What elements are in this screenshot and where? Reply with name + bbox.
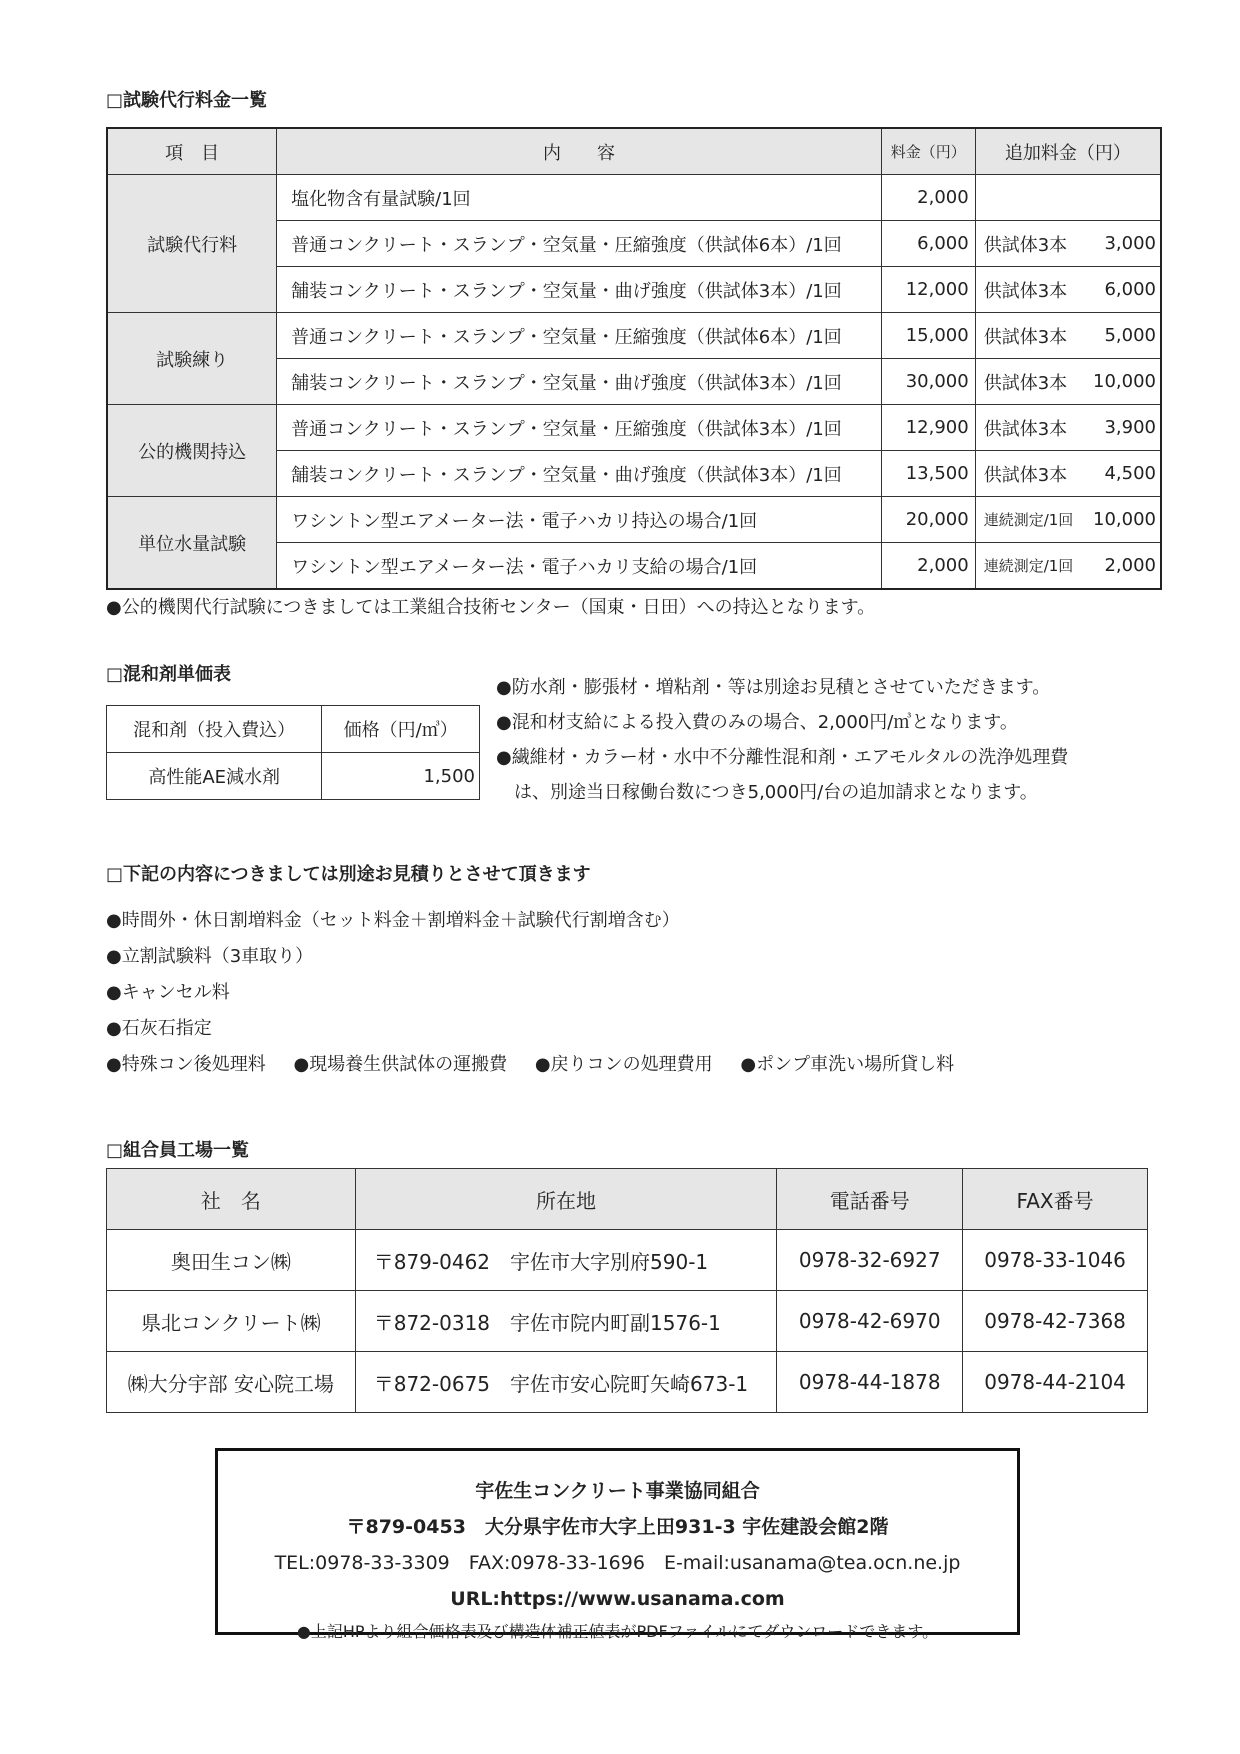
additional-cell xyxy=(975,267,1161,313)
fee-section-title: □試験代行料金一覧 xyxy=(106,90,268,111)
category-cell: 単位水量試験 xyxy=(107,497,277,590)
additional-label: 連続測定/1回 xyxy=(983,511,1074,529)
list-item: ●石灰石指定 xyxy=(106,1018,212,1039)
desc-cell: ワシントン型エアメーター法・電子ハカリ持込の場合/1回 xyxy=(277,497,882,543)
header-address: 所在地 xyxy=(355,1169,777,1230)
header-unit-price: 価格（円/㎥） xyxy=(322,706,480,753)
list-item: ●時間外・休日割増料金（セット料金＋割増料金＋試験代行割増含む） xyxy=(106,910,680,931)
table-row xyxy=(107,1230,1148,1291)
additional-value: 2,000 xyxy=(1104,555,1156,576)
desc-cell: 塩化物含有量試験/1回 xyxy=(277,175,882,221)
header-fax: FAX番号 xyxy=(963,1169,1148,1230)
price-cell: 6,000 xyxy=(881,221,975,267)
fee-table-header xyxy=(107,128,1161,175)
list-item: ●混和材支給による投入費のみの場合、2,000円/㎥となります。 xyxy=(496,712,1018,733)
table-row xyxy=(107,1291,1148,1352)
additional-value: 5,000 xyxy=(1104,325,1156,346)
admixture-section-title: □混和剤単価表 xyxy=(106,664,232,685)
admixture-price: 1,500 xyxy=(322,753,480,800)
list-item: ●キャンセル料 xyxy=(106,982,230,1003)
desc-cell: 普通コンクリート・スランプ・空気量・圧縮強度（供試体6本）/1回 xyxy=(277,221,882,267)
list-item: ●防水剤・膨張材・増粘剤・等は別途お見積とさせていただきます。 xyxy=(496,677,1051,698)
table-row xyxy=(107,313,1161,359)
header-item: 項 目 xyxy=(107,128,277,175)
additional-cell xyxy=(975,451,1161,497)
other-section-title: □下記の内容につきましては別途お見積りとさせて頂きます xyxy=(106,864,591,885)
additional-value: 10,000 xyxy=(1093,371,1156,392)
org-contact: TEL:0978-33-3309 FAX:0978-33-1696 E-mail:usanama@tea.ocn.ne.jp xyxy=(274,1552,961,1574)
additional-value: 3,900 xyxy=(1104,417,1156,438)
company-name: ㈱大分宇部 安心院工場 xyxy=(107,1352,356,1413)
header-price: 料金（円） xyxy=(881,128,975,175)
header-content: 内 容 xyxy=(277,128,882,175)
price-cell: 13,500 xyxy=(881,451,975,497)
additional-label: 供試体3本 xyxy=(983,464,1068,486)
company-tel: 0978-32-6927 xyxy=(777,1230,963,1291)
additional-cell xyxy=(975,543,1161,590)
desc-cell: 舗装コンクリート・スランプ・空気量・曲げ強度（供試体3本）/1回 xyxy=(277,359,882,405)
fee-table xyxy=(106,127,1162,590)
contact-box xyxy=(215,1448,1020,1641)
price-cell: 12,000 xyxy=(881,267,975,313)
org-address: 〒879-0453 大分県宇佐市大字上田931-3 宇佐建設会館2階 xyxy=(346,1516,889,1538)
additional-label: 供試体3本 xyxy=(983,280,1068,302)
company-address: 〒872-0675 宇佐市安心院町矢崎673-1 xyxy=(355,1352,777,1413)
table-row xyxy=(107,175,1161,221)
price-cell: 12,900 xyxy=(881,405,975,451)
additional-cell xyxy=(975,313,1161,359)
table-row xyxy=(107,405,1161,451)
category-cell: 公的機関持込 xyxy=(107,405,277,497)
table-row xyxy=(107,497,1161,543)
header-tel: 電話番号 xyxy=(777,1169,963,1230)
company-tel: 0978-42-6970 xyxy=(777,1291,963,1352)
additional-cell xyxy=(975,175,1161,221)
list-item: ●特殊コン後処理料 xyxy=(106,1054,266,1075)
additional-cell xyxy=(975,405,1161,451)
list-item: ●立割試験料（3車取り） xyxy=(106,946,314,967)
list-item: ●戻りコンの処理費用 xyxy=(534,1054,713,1075)
desc-cell: ワシントン型エアメーター法・電子ハカリ支給の場合/1回 xyxy=(277,543,882,590)
additional-label: 供試体3本 xyxy=(983,418,1068,440)
member-table-header xyxy=(107,1169,1148,1230)
list-item: ●ポンプ車洗い場所貸し料 xyxy=(740,1054,955,1075)
company-address: 〒872-0318 宇佐市院内町副1576-1 xyxy=(355,1291,777,1352)
member-section-title: □組合員工場一覧 xyxy=(106,1140,250,1161)
list-item: ●現場養生供試体の運搬費 xyxy=(293,1054,508,1075)
header-company: 社 名 xyxy=(107,1169,356,1230)
desc-cell: 普通コンクリート・スランプ・空気量・圧縮強度（供試体6本）/1回 xyxy=(277,313,882,359)
additional-label: 供試体3本 xyxy=(983,372,1068,394)
additional-cell xyxy=(975,359,1161,405)
company-name: 奥田生コン㈱ xyxy=(107,1230,356,1291)
desc-cell: 舗装コンクリート・スランプ・空気量・曲げ強度（供試体3本）/1回 xyxy=(277,267,882,313)
download-note: ●上記HPより組合価格表及び構造体補正値表がPDFファイルにてダウンロードできます。 xyxy=(296,1622,939,1641)
company-tel: 0978-44-1878 xyxy=(777,1352,963,1413)
additional-label: 供試体3本 xyxy=(983,326,1068,348)
company-address: 〒879-0462 宇佐市大字別府590-1 xyxy=(355,1230,777,1291)
member-table xyxy=(106,1168,1148,1413)
company-fax: 0978-44-2104 xyxy=(963,1352,1148,1413)
org-url-link[interactable]: URL:https://www.usanama.com xyxy=(450,1588,785,1610)
additional-label: 連続測定/1回 xyxy=(983,557,1074,575)
desc-cell: 舗装コンクリート・スランプ・空気量・曲げ強度（供試体3本）/1回 xyxy=(277,451,882,497)
list-item: ●繊維材・カラー材・水中不分離性混和剤・エアモルタルの洗浄処理費 xyxy=(496,747,1069,768)
admixture-notes xyxy=(496,670,1068,810)
additional-value: 4,500 xyxy=(1104,463,1156,484)
table-row xyxy=(107,753,480,800)
desc-cell: 普通コンクリート・スランプ・空気量・圧縮強度（供試体3本）/1回 xyxy=(277,405,882,451)
admixture-name: 高性能AE減水剤 xyxy=(107,753,322,800)
table-row xyxy=(107,1352,1148,1413)
additional-cell xyxy=(975,221,1161,267)
company-fax: 0978-33-1046 xyxy=(963,1230,1148,1291)
additional-value: 10,000 xyxy=(1093,509,1156,530)
additional-label: 供試体3本 xyxy=(983,234,1068,256)
header-admixture: 混和剤（投入費込） xyxy=(107,706,322,753)
price-cell: 2,000 xyxy=(881,175,975,221)
inline-items-row xyxy=(106,1047,976,1083)
company-name: 県北コンクリート㈱ xyxy=(107,1291,356,1352)
admixture-table xyxy=(106,705,480,800)
category-cell: 試験代行料 xyxy=(107,175,277,313)
price-cell: 20,000 xyxy=(881,497,975,543)
additional-cell xyxy=(975,497,1161,543)
price-cell: 30,000 xyxy=(881,359,975,405)
additional-value: 3,000 xyxy=(1104,233,1156,254)
list-item: は、別途当日稼働台数につき5,000円/台の追加請求となります。 xyxy=(496,782,1038,803)
org-name: 宇佐生コンクリート事業協同組合 xyxy=(475,1480,760,1502)
additional-value: 6,000 xyxy=(1104,279,1156,300)
fee-note: ●公的機関代行試験につきましては工業組合技術センター（国東・日田）への持込となります。 xyxy=(106,597,876,618)
price-cell: 2,000 xyxy=(881,543,975,590)
category-cell: 試験練り xyxy=(107,313,277,405)
other-items-list xyxy=(106,903,976,1083)
header-additional: 追加料金（円） xyxy=(975,128,1161,175)
company-fax: 0978-42-7368 xyxy=(963,1291,1148,1352)
admixture-table-header xyxy=(107,706,480,753)
price-cell: 15,000 xyxy=(881,313,975,359)
